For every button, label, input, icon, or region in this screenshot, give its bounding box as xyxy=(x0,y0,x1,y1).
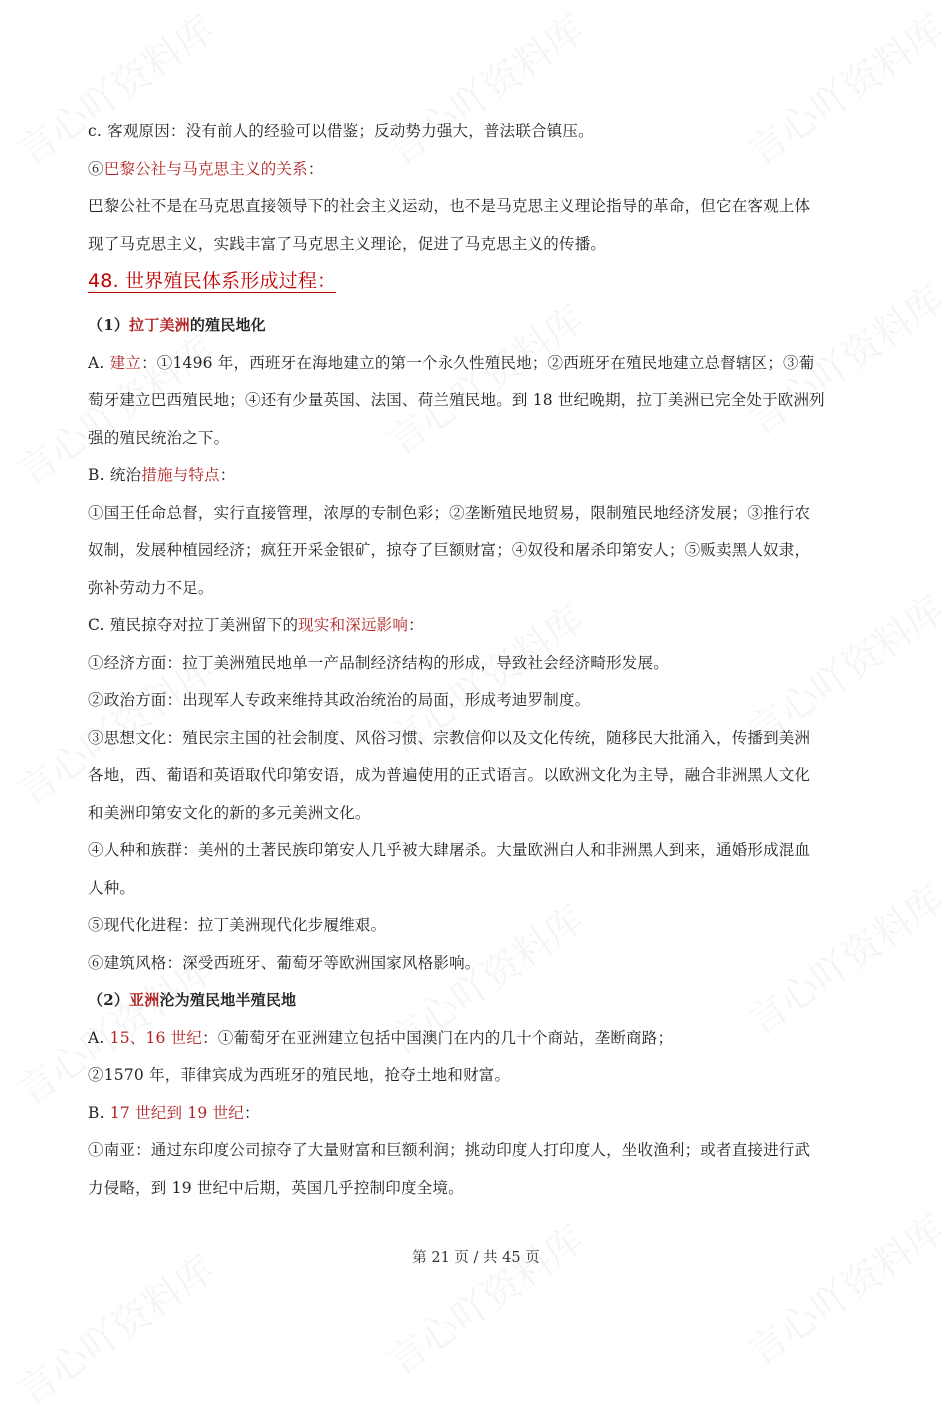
text-segment: 萄牙建立巴西殖民地；④还有少量英国、法国、荷兰殖民地。到 18 世纪晚期，拉丁美洲已完全处于欧洲列 xyxy=(88,391,825,409)
text-segment: ②政治方面：出现军人专政来维持其政治统治的局面，形成考迪罗制度。 xyxy=(88,691,591,709)
text-segment: 和美洲印第安文化的新的多元美洲文化。 xyxy=(88,803,371,822)
section-heading xyxy=(88,266,878,312)
text-line xyxy=(88,912,878,950)
text-segment: ④人种和族群：美州的土著民族印第安人几乎被大肆屠杀。大量欧洲白人和非洲黑人到来，通婚形成混血 xyxy=(88,841,811,859)
text-line xyxy=(88,193,878,231)
text-line xyxy=(88,875,878,913)
text-segment: ①南亚：通过东印度公司掠夺了大量财富和巨额利润；挑动印度人打印度人，坐收渔利；或者直接进行武 xyxy=(88,1141,811,1159)
text-segment: ： xyxy=(244,1103,260,1122)
text-segment: 48. 世界殖民体系形成过程： xyxy=(88,270,337,292)
text-segment: ：①葡萄牙在亚洲建立包括中国澳门在内的几十个商站，垄断商路； xyxy=(202,1028,674,1047)
text-segment: ： xyxy=(219,466,236,484)
text-segment: ①国王任命总督，实行直接管理，浓厚的专制色彩；②垄断殖民地贸易，限制殖民地经济发展；③推行农 xyxy=(88,503,811,522)
text-line xyxy=(88,350,878,388)
text-segment: ：①1496 年，西班牙在海地建立的第一个永久性殖民地；②西班牙在殖民地建立总督辖区；③葡 xyxy=(141,353,815,372)
text-line xyxy=(88,762,878,800)
highlighted-text: 15、16 世纪 xyxy=(109,1028,203,1047)
text-segment: （2） xyxy=(88,991,130,1009)
text-segment: 现了马克思主义，实践丰富了马克思主义理论，促进了马克思主义的传播。 xyxy=(88,234,607,253)
text-segment: ： xyxy=(307,159,324,178)
text-segment: 各地，西、葡语和英语取代印第安语，成为普遍使用的正式语言。以欧洲文化为主导，融合非洲黑人文化 xyxy=(88,766,811,784)
text-line xyxy=(88,950,878,988)
text-line xyxy=(88,612,878,650)
text-segment: C. 殖民掠夺对拉丁美洲留下的 xyxy=(88,616,299,634)
highlighted-text: 建立 xyxy=(109,353,142,372)
text-line xyxy=(88,118,878,156)
highlighted-text: 措施与特点 xyxy=(141,466,220,484)
text-segment: ⑥ xyxy=(88,159,104,178)
text-line xyxy=(88,1100,878,1138)
text-line xyxy=(88,800,878,838)
text-segment: c. 客观原因：没有前人的经验可以借鉴；反动势力强大，普法联合镇压。 xyxy=(88,122,594,140)
text-segment: ⑤现代化进程：拉丁美洲现代化步履维艰。 xyxy=(88,916,387,934)
text-line xyxy=(88,387,878,425)
highlighted-text: 现实和深远影响 xyxy=(298,616,409,634)
text-segment: B. 统治 xyxy=(88,466,142,484)
text-segment: A. xyxy=(88,1028,110,1047)
document-body xyxy=(88,118,878,1212)
watermark xyxy=(375,1210,593,1386)
subsection-heading xyxy=(88,987,878,1025)
text-segment: 强的殖民统治之下。 xyxy=(88,428,230,447)
text-segment: A. xyxy=(88,353,110,372)
text-line xyxy=(88,575,878,613)
text-line xyxy=(88,156,878,194)
text-segment: 巴黎公社不是在马克思直接领导下的社会主义运动，也不是马克思主义理论指导的革命，但它在客观上体 xyxy=(88,197,811,215)
highlighted-text: 亚洲 xyxy=(129,991,160,1009)
highlighted-text: 拉丁美洲 xyxy=(129,316,190,334)
text-segment: ⑥建筑风格：深受西班牙、葡萄牙等欧洲国家风格影响。 xyxy=(88,953,481,972)
text-line xyxy=(88,537,878,575)
text-line xyxy=(88,1025,878,1063)
text-line xyxy=(88,837,878,875)
text-segment: 的殖民地化 xyxy=(189,316,266,334)
page-footer: 第 21 页 / 共 45 页 xyxy=(412,1250,540,1266)
text-segment: ②1570 年，菲律宾成为西班牙的殖民地，抢夺土地和财富。 xyxy=(88,1066,511,1084)
text-line xyxy=(88,1062,878,1100)
highlighted-text: 17 世纪到 19 世纪 xyxy=(109,1103,244,1122)
text-segment: 力侵略，到 19 世纪中后期，英国几乎控制印度全境。 xyxy=(88,1178,464,1197)
subsection-heading xyxy=(88,312,878,350)
text-line xyxy=(88,1175,878,1213)
text-segment: ①经济方面：拉丁美洲殖民地单一产品制经济结构的形成，导致社会经济畸形发展。 xyxy=(88,653,669,672)
text-line xyxy=(88,1137,878,1175)
text-line xyxy=(88,500,878,538)
text-line xyxy=(88,687,878,725)
watermark xyxy=(735,1200,952,1376)
text-line xyxy=(88,725,878,763)
text-line xyxy=(88,650,878,688)
text-segment: ③思想文化：殖民宗主国的社会制度、风俗习惯、宗教信仰以及文化传统，随移民大批涌入，传播到美洲 xyxy=(88,728,811,747)
text-segment: ： xyxy=(408,616,424,634)
text-line xyxy=(88,231,878,269)
text-segment: 人种。 xyxy=(88,878,136,897)
text-line xyxy=(88,425,878,463)
text-segment: B. xyxy=(88,1103,110,1122)
text-segment: 沦为殖民地半殖民地 xyxy=(159,991,297,1009)
text-segment: （1） xyxy=(88,316,130,334)
text-segment: 奴制，发展种植园经济；疯狂开采金银矿，掠夺了巨额财富；④奴役和屠杀印第安人；⑤贩卖黑人奴隶， xyxy=(88,541,811,559)
highlighted-text: 巴黎公社与马克思主义的关系 xyxy=(103,159,308,178)
text-line xyxy=(88,462,878,500)
text-segment: 弥补劳动力不足。 xyxy=(88,578,214,597)
